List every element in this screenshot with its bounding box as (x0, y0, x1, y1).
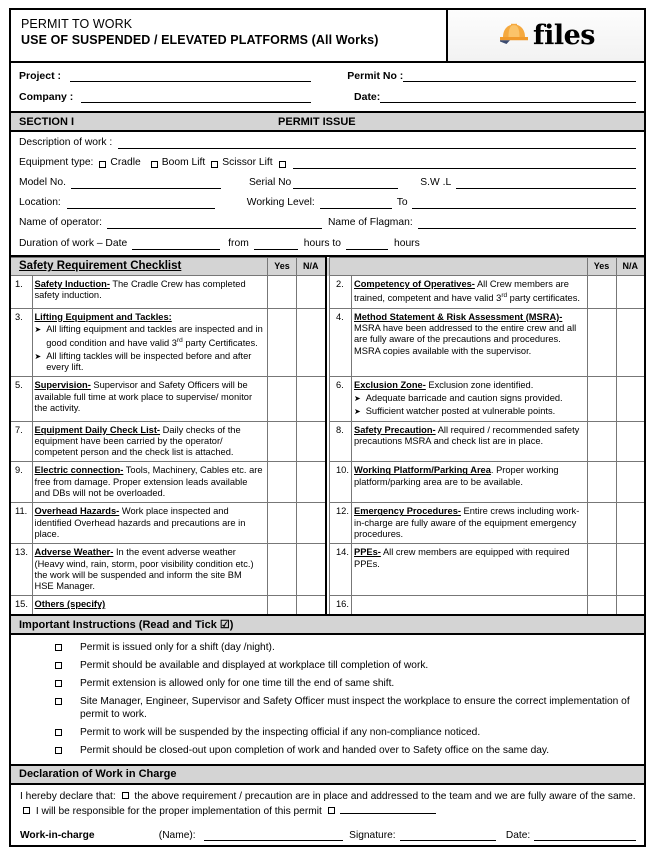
section-band (9, 113, 646, 132)
checkbox-yes-left[interactable] (268, 544, 297, 596)
checklist-cell-text (32, 276, 268, 309)
checkbox-na-left[interactable] (297, 544, 326, 596)
checklist-item-number: 3. (10, 308, 32, 377)
checklist-item-body: All crew members are equipped with required PPEs. (354, 547, 570, 569)
company-input[interactable] (81, 92, 312, 103)
declaration-text-a: I hereby declare that: (20, 790, 116, 802)
checkbox-na-left[interactable] (297, 276, 326, 309)
checkbox-yes-right[interactable] (587, 421, 616, 462)
date-label-sign: Date: (505, 829, 531, 841)
checkbox-instruction[interactable] (55, 698, 62, 705)
checkbox-declaration-1[interactable] (122, 792, 129, 799)
checklist-item-title: Overhead Hazards- (34, 506, 120, 517)
checklist-row (10, 421, 645, 462)
option-label-cradle: Cradle (110, 157, 141, 168)
checklist-row (10, 462, 645, 503)
duration-hours-to-label: hours to (303, 238, 341, 249)
checklist-bullet: ➤ All lifting tackles will be inspected before and after every lift. (34, 350, 252, 372)
checkbox-yes-left[interactable] (268, 503, 297, 544)
duration-label: Duration of work – Date (19, 238, 128, 249)
duration-hours-label: hours (394, 238, 420, 249)
section-title: PERMIT ISSUE (278, 115, 356, 128)
checkbox-scissor-lift[interactable] (211, 161, 218, 168)
checkbox-yes-right[interactable] (587, 377, 616, 421)
checklist-cell-text (32, 544, 268, 596)
checklist-item-body: Supervisor and Safety Officers will be available full time at work place to supervise/ monitor the activity. (34, 380, 253, 413)
checklist-bullet: ➤ Adequate barricade and caution signs provided. (354, 392, 563, 403)
permit-no-label: Permit No : (347, 70, 404, 82)
form-header (9, 8, 646, 63)
checklist-cell-text (352, 308, 588, 377)
declaration-band (9, 766, 646, 785)
checklist-item-title: Competency of Operatives- (354, 279, 475, 289)
signature-date-input[interactable] (534, 831, 636, 841)
checklist-item-number: 16. (330, 596, 352, 615)
date-input[interactable] (380, 92, 636, 103)
checklist-item-body: In the event adverse weather (Heavy wind, rain, storm, poor visibility condition etc.) the work will be suspended and inform the site BM HSE Manager. (34, 547, 254, 592)
checklist-cell-text (352, 421, 588, 462)
signature-row (20, 830, 636, 841)
serial-no-label: Serial No (248, 177, 292, 188)
checklist-item-title: Working Platform/Parking Area (354, 465, 491, 476)
equipment-other-input[interactable] (293, 159, 636, 169)
checklist-item-body: The Cradle Crew has completed safety induction. (34, 279, 246, 301)
date-label: Date: (354, 91, 381, 103)
checklist-item-title: Emergency Procedures- (354, 506, 461, 517)
checklist-item-body: All required / recommended safety precautions MSRA and check list are in place. (354, 424, 580, 446)
checklist-cell-text (352, 276, 588, 309)
checkbox-yes-right[interactable] (587, 503, 616, 544)
checklist-item-number: 1. (10, 276, 32, 309)
checklist-cell-text (352, 503, 588, 544)
checklist-item-title: Electric connection- (34, 465, 124, 476)
serial-no-input[interactable] (293, 179, 398, 189)
project-input[interactable] (70, 71, 311, 82)
form-title-line2: USE OF SUSPENDED / ELEVATED PLATFORMS (All Works) (21, 33, 379, 47)
checklist-row (10, 596, 645, 615)
duration-date-input[interactable] (132, 240, 220, 250)
checkbox-instruction[interactable] (55, 680, 62, 687)
checkbox-instruction[interactable] (55, 747, 62, 754)
checkbox-instruction[interactable] (55, 662, 62, 669)
project-label: Project : (19, 70, 62, 82)
working-level-label: Working Level: (246, 197, 315, 208)
checklist-bullet: ➤ Sufficient watcher posted at vulnerable points. (354, 405, 556, 416)
checklist-item-number: 13. (10, 544, 32, 596)
checkbox-na-right[interactable] (616, 276, 645, 309)
checkbox-yes-left[interactable] (268, 377, 297, 421)
duration-from-label: from (228, 238, 249, 249)
checklist-item-number: 8. (330, 421, 352, 462)
checklist-item-number: 12. (330, 503, 352, 544)
swl-label: S.W .L (420, 177, 452, 188)
checklist-item-title: Safety Induction- (34, 279, 110, 289)
instruction-item (19, 726, 636, 740)
checkbox-yes-right[interactable] (587, 544, 616, 596)
equipment-type-row (19, 157, 636, 169)
checklist-item-title: Supervision- (34, 380, 91, 391)
project-info-block (9, 63, 646, 113)
model-no-label: Model No. (19, 177, 66, 188)
flagman-label: Name of Flagman: (328, 217, 413, 228)
duration-to-input[interactable] (346, 240, 388, 250)
checklist-item-number: 2. (330, 276, 352, 309)
header-yes-left: Yes (268, 258, 297, 276)
checkbox-na-left[interactable] (297, 503, 326, 544)
checkbox-na-right[interactable] (616, 377, 645, 421)
arrow-bullet-icon: ➤ (354, 393, 361, 403)
checklist-cell-text (32, 503, 268, 544)
instruction-text: Permit is issued only for a shift (day /night). (80, 641, 275, 653)
duration-from-input[interactable] (254, 240, 298, 250)
checklist-item-title: Adverse Weather- (34, 547, 114, 558)
form-title-line1: PERMIT TO WORK (21, 17, 133, 31)
instruction-item (19, 659, 636, 673)
checkbox-yes-right[interactable] (587, 596, 616, 615)
checkbox-cradle[interactable] (99, 161, 106, 168)
equipment-type-label: Equipment type: (19, 157, 94, 168)
arrow-bullet-icon: ➤ (34, 324, 42, 334)
checkbox-na-left[interactable] (297, 421, 326, 462)
checkbox-yes-right[interactable] (587, 308, 616, 377)
hard-hat-icon (497, 20, 531, 51)
signature-label: Signature: (349, 829, 396, 841)
checklist-bullet: ➤ All lifting equipment and tackles are inspected and in good condition and have valid 3rd party Certificates. (34, 323, 263, 349)
checklist-item-title: Exclusion Zone- (354, 380, 426, 391)
brand-logo (448, 10, 644, 61)
name-label: (Name): (158, 829, 196, 841)
instruction-text: Permit should be available and displayed at workplace till completion of work. (80, 659, 429, 671)
description-label: Description of work : (19, 137, 113, 148)
checklist-item-number: 5. (10, 377, 32, 421)
checklist-title: Safety Requirement Checklist (10, 258, 268, 276)
checkbox-instruction[interactable] (55, 729, 62, 736)
checklist-cell-text (352, 596, 588, 615)
checklist-header-row (10, 258, 645, 276)
checklist-cell-text (32, 308, 268, 377)
brand-name: files (532, 20, 595, 51)
checklist-item-body: Tools, Machinery, Cables etc. are free from damage. Proper extension leads available and DBs will not be overloaded. (34, 465, 263, 499)
instructions-title: Important Instructions (Read and Tick ☑) (19, 618, 234, 631)
location-label: Location: (19, 197, 61, 208)
checklist-item-title: Method Statement & Risk Assessment (MSRA)- (354, 311, 563, 322)
checkbox-yes-right[interactable] (587, 462, 616, 503)
flagman-input[interactable] (418, 219, 636, 229)
checkbox-yes-left[interactable] (268, 462, 297, 503)
checklist-cell-text (32, 421, 268, 462)
operator-input[interactable] (107, 219, 322, 229)
section-number: SECTION I (19, 115, 75, 128)
checklist-bullets (354, 393, 583, 418)
description-input[interactable] (118, 139, 636, 149)
checklist-body (10, 258, 645, 615)
instruction-text: Permit to work will be suspended by the inspecting official if any non-compliance noticed. (80, 727, 481, 739)
declaration-title: Declaration of Work in Charge (19, 768, 177, 781)
checklist-item-number: 9. (10, 462, 32, 503)
checkbox-na-right[interactable] (616, 308, 645, 377)
option-label-boom-lift: Boom Lift (161, 157, 206, 168)
checklist-item-number: 4. (330, 308, 352, 377)
checkbox-yes-left[interactable] (268, 276, 297, 309)
checklist-cell-text (352, 544, 588, 596)
checklist-item-title: Equipment Daily Check List- (34, 424, 161, 435)
instruction-text: Site Manager, Engineer, Supervisor and Safety Officer must inspect the workplace to ensure the correct implementation of permit to work. (80, 695, 630, 721)
checklist-cell-text (32, 462, 268, 503)
declaration-text-b: the above requirement / precaution are in place and addressed to the team and we are fully aware of the same. (134, 790, 636, 802)
checklist-item-title: Safety Precaution- (354, 424, 436, 435)
duration-row (19, 238, 636, 250)
checklist-item-title: PPEs- (354, 547, 381, 558)
model-serial-swl-row (19, 177, 636, 189)
checkbox-na-left[interactable] (297, 308, 326, 377)
checklist-cell-text (32, 377, 268, 421)
checklist-cell-text (32, 596, 268, 615)
checkbox-na-right[interactable] (616, 596, 645, 615)
checkbox-na-right[interactable] (616, 421, 645, 462)
company-row (19, 91, 636, 103)
checklist-item-number: 10. (330, 462, 352, 503)
checklist-item-title: Others (specify) (34, 599, 106, 610)
permit-issue-fields (9, 132, 646, 257)
checklist-title-right (330, 258, 588, 276)
checklist-item-number: 14. (330, 544, 352, 596)
instruction-item (19, 641, 636, 655)
location-input[interactable] (67, 199, 215, 209)
project-row (19, 70, 636, 82)
checklist-item-title: Lifting Equipment and Tackles: (34, 311, 172, 322)
checklist-item-body: Daily checks of the equipment have been carried by the operator/ competent person and the check list is attached. (34, 424, 241, 458)
checklist-item-number: 7. (10, 421, 32, 462)
header-na-left: N/A (297, 258, 326, 276)
instruction-item (19, 744, 636, 758)
signature-input[interactable] (400, 831, 496, 841)
working-level-input[interactable] (320, 199, 392, 209)
checklist-item-body: All Crew members are trained, competent and have valid 3rd party certificates. (354, 279, 580, 304)
checkbox-na-left[interactable] (297, 462, 326, 503)
declaration-text-c: I will be responsible for the proper implementation of this permit (35, 805, 322, 817)
safety-requirement-checklist (9, 257, 646, 616)
checklist-item-number: 6. (330, 377, 352, 421)
checklist-item-body: . Proper working platform/parking area are to be available. (354, 465, 559, 487)
location-level-row (19, 197, 636, 209)
description-row (19, 137, 636, 149)
work-in-charge-label: Work-in-charge (20, 829, 95, 841)
option-label-scissor-lift: Scissor Lift (222, 157, 273, 168)
instruction-item (19, 677, 636, 691)
instructions-band (9, 616, 646, 635)
declaration-text (20, 790, 636, 819)
checklist-bullets (35, 324, 264, 373)
checklist-item-body: Exclusion zone identified. (425, 380, 534, 391)
checklist-row (10, 308, 645, 377)
instruction-text: Permit extension is allowed only for one time till the end of same shift. (80, 677, 395, 689)
working-level-to-input[interactable] (412, 199, 636, 209)
checklist-item-body: Entire crews including work-in-charge are fully aware of the equipment emergency procedures. (354, 506, 580, 539)
checkbox-boom-lift[interactable] (151, 161, 158, 168)
checklist-cell-text (352, 462, 588, 503)
instruction-text: Permit should be closed-out upon completion of work and handed over to Safety office on the same day. (80, 745, 550, 757)
instructions-list (9, 635, 646, 766)
to-label: To (396, 197, 408, 208)
checkbox-na-right[interactable] (616, 462, 645, 503)
checklist-item-number: 11. (10, 503, 32, 544)
checkbox-na-left[interactable] (297, 377, 326, 421)
name-input[interactable] (204, 831, 343, 841)
checklist-item-body: Work place inspected and identified Overhead hazards and precautions are in place. (34, 506, 246, 539)
company-label: Company : (19, 91, 74, 103)
checklist-row (10, 276, 645, 309)
model-no-input[interactable] (71, 179, 221, 189)
checkbox-instruction[interactable] (55, 644, 62, 651)
permit-no-input[interactable] (403, 71, 636, 82)
checklist-cell-text (352, 377, 588, 421)
arrow-bullet-icon: ➤ (354, 406, 361, 416)
checklist-item-body: MSRA have been addressed to the entire crew and all are fully aware of the precautions and procedures. MSRA copies available with the supervisor. (354, 322, 577, 356)
checkbox-yes-left[interactable] (268, 421, 297, 462)
checkbox-na-right[interactable] (616, 544, 645, 596)
swl-input[interactable] (456, 179, 636, 189)
checklist-row (10, 377, 645, 421)
checklist-row (10, 544, 645, 596)
header-yes-right: Yes (587, 258, 616, 276)
operator-flagman-row (19, 217, 636, 229)
checkbox-na-left[interactable] (297, 596, 326, 615)
checklist-row (10, 503, 645, 544)
checkbox-yes-left[interactable] (268, 596, 297, 615)
header-na-right: N/A (616, 258, 645, 276)
arrow-bullet-icon: ➤ (34, 351, 42, 361)
checkbox-equipment-other[interactable] (279, 161, 286, 168)
checkbox-yes-right[interactable] (587, 276, 616, 309)
declaration-other-input[interactable] (340, 804, 436, 814)
form-title-block (11, 10, 448, 61)
checklist-item-number: 15. (10, 596, 32, 615)
operator-label: Name of operator: (19, 217, 102, 228)
declaration-block (9, 785, 646, 847)
instruction-item (19, 695, 636, 722)
checkbox-yes-left[interactable] (268, 308, 297, 377)
checkbox-na-right[interactable] (616, 503, 645, 544)
